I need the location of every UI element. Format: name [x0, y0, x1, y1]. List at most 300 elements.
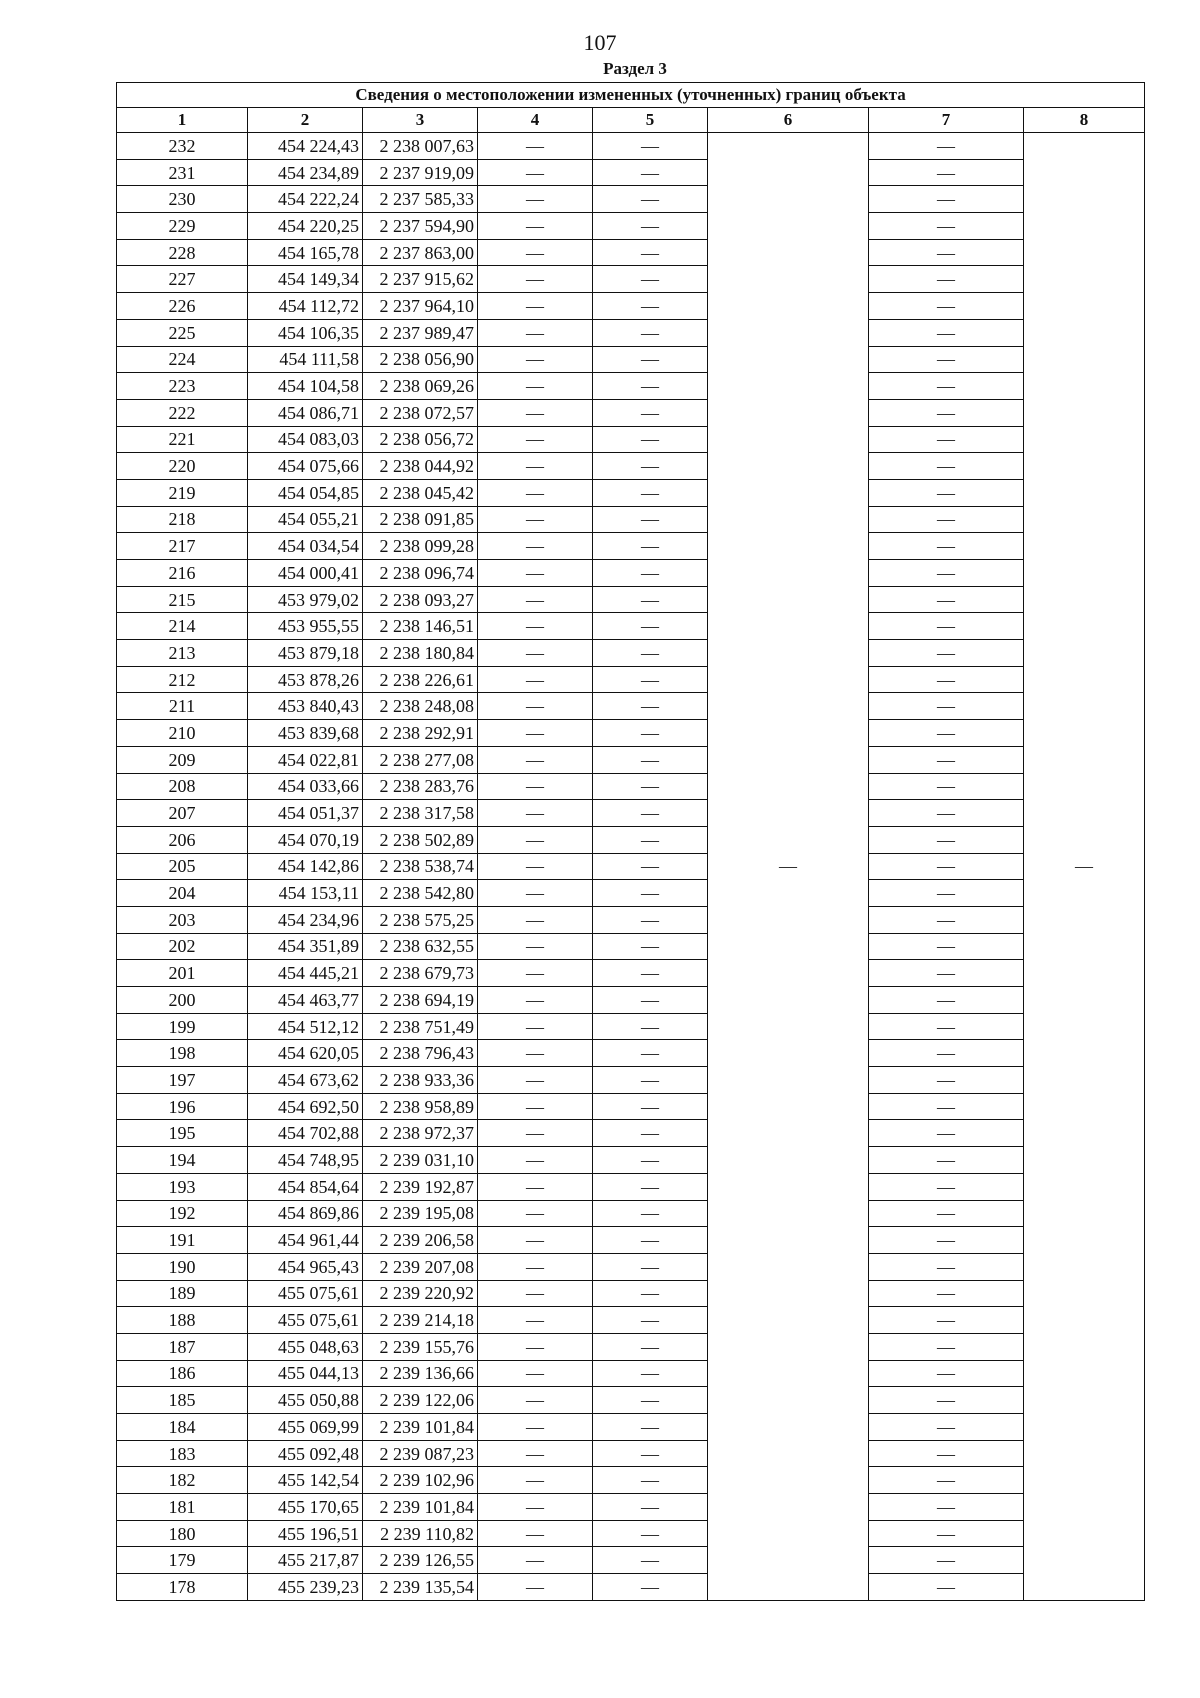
coordinate-y-cell: 2 237 964,10: [363, 293, 478, 320]
coordinate-y-cell: 2 238 694,19: [363, 987, 478, 1014]
column-4-cell: —: [478, 186, 593, 213]
column-7-cell: —: [869, 1227, 1024, 1254]
column-5-cell: —: [593, 720, 708, 747]
point-number-cell: 222: [117, 399, 248, 426]
column-8-merged-cell: —: [1024, 133, 1145, 1601]
coordinate-y-cell: 2 238 056,72: [363, 426, 478, 453]
point-number-cell: 189: [117, 1280, 248, 1307]
point-number-cell: 230: [117, 186, 248, 213]
column-7-cell: —: [869, 479, 1024, 506]
coordinate-y-cell: 2 238 093,27: [363, 586, 478, 613]
column-7-cell: —: [869, 346, 1024, 373]
coordinate-x-cell: 454 220,25: [248, 213, 363, 240]
column-4-cell: —: [478, 266, 593, 293]
column-5-cell: —: [593, 933, 708, 960]
column-5-cell: —: [593, 133, 708, 160]
point-number-cell: 185: [117, 1387, 248, 1414]
column-4-cell: —: [478, 1147, 593, 1174]
coordinate-y-cell: 2 238 146,51: [363, 613, 478, 640]
coordinate-y-cell: 2 239 135,54: [363, 1574, 478, 1601]
point-number-cell: 200: [117, 987, 248, 1014]
table-row: [117, 1093, 1145, 1120]
column-4-cell: —: [478, 1333, 593, 1360]
coordinate-y-cell: 2 239 207,08: [363, 1253, 478, 1280]
coordinate-y-cell: 2 237 594,90: [363, 213, 478, 240]
coordinate-x-cell: 454 692,50: [248, 1093, 363, 1120]
column-7-cell: —: [869, 533, 1024, 560]
column-7-cell: —: [869, 1013, 1024, 1040]
column-7-cell: —: [869, 1200, 1024, 1227]
column-6-merged-cell: —: [708, 133, 869, 1601]
column-number-3: 3: [363, 108, 478, 133]
point-number-cell: 227: [117, 266, 248, 293]
coordinate-y-cell: 2 238 180,84: [363, 640, 478, 667]
table-row: [117, 560, 1145, 587]
coordinate-x-cell: 454 234,89: [248, 159, 363, 186]
column-4-cell: —: [478, 533, 593, 560]
coordinate-y-cell: 2 238 679,73: [363, 960, 478, 987]
column-7-cell: —: [869, 1120, 1024, 1147]
column-7-cell: —: [869, 1414, 1024, 1441]
coordinate-y-cell: 2 238 099,28: [363, 533, 478, 560]
column-4-cell: —: [478, 1013, 593, 1040]
column-5-cell: —: [593, 1227, 708, 1254]
coordinate-y-cell: 2 238 538,74: [363, 853, 478, 880]
point-number-cell: 206: [117, 826, 248, 853]
column-7-cell: —: [869, 319, 1024, 346]
coordinate-y-cell: 2 238 502,89: [363, 826, 478, 853]
coordinate-y-cell: 2 239 136,66: [363, 1360, 478, 1387]
column-number-2: 2: [248, 108, 363, 133]
table-row: [117, 666, 1145, 693]
column-4-cell: —: [478, 159, 593, 186]
column-5-cell: —: [593, 1147, 708, 1174]
column-4-cell: —: [478, 880, 593, 907]
coordinate-x-cell: 454 022,81: [248, 746, 363, 773]
point-number-cell: 199: [117, 1013, 248, 1040]
point-number-cell: 193: [117, 1173, 248, 1200]
coordinate-y-cell: 2 239 102,96: [363, 1467, 478, 1494]
table-row: [117, 159, 1145, 186]
column-7-cell: —: [869, 1093, 1024, 1120]
column-5-cell: —: [593, 346, 708, 373]
column-7-cell: —: [869, 1360, 1024, 1387]
column-5-cell: —: [593, 586, 708, 613]
column-4-cell: —: [478, 1547, 593, 1574]
column-4-cell: —: [478, 1414, 593, 1441]
coordinate-y-cell: 2 238 056,90: [363, 346, 478, 373]
table-row: [117, 960, 1145, 987]
column-5-cell: —: [593, 1253, 708, 1280]
column-5-cell: —: [593, 1414, 708, 1441]
coordinate-y-cell: 2 239 101,84: [363, 1414, 478, 1441]
column-5-cell: —: [593, 880, 708, 907]
column-7-cell: —: [869, 1067, 1024, 1094]
column-4-cell: —: [478, 293, 593, 320]
coordinate-y-cell: 2 237 585,33: [363, 186, 478, 213]
coordinate-x-cell: 454 083,03: [248, 426, 363, 453]
column-5-cell: —: [593, 1013, 708, 1040]
point-number-cell: 192: [117, 1200, 248, 1227]
table-row: [117, 1574, 1145, 1601]
column-4-cell: —: [478, 1520, 593, 1547]
table-row: [117, 1253, 1145, 1280]
coordinate-x-cell: 454 112,72: [248, 293, 363, 320]
point-number-cell: 196: [117, 1093, 248, 1120]
column-4-cell: —: [478, 1280, 593, 1307]
coordinate-x-cell: 455 196,51: [248, 1520, 363, 1547]
column-7-cell: —: [869, 1173, 1024, 1200]
column-7-cell: —: [869, 666, 1024, 693]
coordinate-y-cell: 2 237 989,47: [363, 319, 478, 346]
point-number-cell: 220: [117, 453, 248, 480]
coordinate-x-cell: 454 234,96: [248, 906, 363, 933]
column-5-cell: —: [593, 293, 708, 320]
column-number-7: 7: [869, 108, 1024, 133]
column-4-cell: —: [478, 1574, 593, 1601]
column-7-cell: —: [869, 1147, 1024, 1174]
column-5-cell: —: [593, 693, 708, 720]
coordinate-x-cell: 454 512,12: [248, 1013, 363, 1040]
point-number-cell: 221: [117, 426, 248, 453]
column-4-cell: —: [478, 239, 593, 266]
coordinate-x-cell: 455 092,48: [248, 1440, 363, 1467]
table-row: [117, 479, 1145, 506]
column-7-cell: —: [869, 293, 1024, 320]
coordinate-x-cell: 453 878,26: [248, 666, 363, 693]
coordinate-y-cell: 2 237 919,09: [363, 159, 478, 186]
column-number-row: [117, 108, 1145, 133]
column-7-cell: —: [869, 399, 1024, 426]
table-row: [117, 1227, 1145, 1254]
coordinate-y-cell: 2 238 248,08: [363, 693, 478, 720]
column-5-cell: —: [593, 1307, 708, 1334]
table-row: [117, 1520, 1145, 1547]
column-5-cell: —: [593, 266, 708, 293]
column-5-cell: —: [593, 826, 708, 853]
column-7-cell: —: [869, 1307, 1024, 1334]
table-caption-row: [117, 83, 1145, 108]
point-number-cell: 195: [117, 1120, 248, 1147]
column-5-cell: —: [593, 373, 708, 400]
column-5-cell: —: [593, 666, 708, 693]
column-5-cell: —: [593, 773, 708, 800]
column-4-cell: —: [478, 506, 593, 533]
column-7-cell: —: [869, 159, 1024, 186]
column-4-cell: —: [478, 773, 593, 800]
column-5-cell: —: [593, 1467, 708, 1494]
table-row: [117, 1280, 1145, 1307]
table-row: [117, 880, 1145, 907]
column-5-cell: —: [593, 1494, 708, 1521]
table-row: [117, 773, 1145, 800]
column-5-cell: —: [593, 186, 708, 213]
coordinate-x-cell: 455 239,23: [248, 1574, 363, 1601]
table-row: [117, 613, 1145, 640]
table-row: [117, 1494, 1145, 1521]
coordinate-x-cell: 454 070,19: [248, 826, 363, 853]
table-row: [117, 453, 1145, 480]
coordinate-x-cell: 455 050,88: [248, 1387, 363, 1414]
coordinate-y-cell: 2 238 069,26: [363, 373, 478, 400]
point-number-cell: 188: [117, 1307, 248, 1334]
table-row: [117, 906, 1145, 933]
table-caption: Сведения о местоположении измененных (уточненных) границ объекта: [117, 83, 1145, 108]
column-4-cell: —: [478, 906, 593, 933]
column-5-cell: —: [593, 853, 708, 880]
column-5-cell: —: [593, 1520, 708, 1547]
page-number: 107: [583, 30, 617, 55]
point-number-cell: 181: [117, 1494, 248, 1521]
coordinate-x-cell: 454 463,77: [248, 987, 363, 1014]
column-4-cell: —: [478, 1173, 593, 1200]
column-4-cell: —: [478, 746, 593, 773]
column-4-cell: —: [478, 1227, 593, 1254]
column-7-cell: —: [869, 1467, 1024, 1494]
coordinate-x-cell: 455 075,61: [248, 1280, 363, 1307]
column-4-cell: —: [478, 1120, 593, 1147]
coordinate-x-cell: 453 879,18: [248, 640, 363, 667]
coordinate-y-cell: 2 239 101,84: [363, 1494, 478, 1521]
table-row: [117, 640, 1145, 667]
coordinate-x-cell: 454 086,71: [248, 399, 363, 426]
column-4-cell: —: [478, 399, 593, 426]
column-4-cell: —: [478, 1040, 593, 1067]
column-7-cell: —: [869, 1387, 1024, 1414]
column-4-cell: —: [478, 1360, 593, 1387]
coordinate-x-cell: 454 149,34: [248, 266, 363, 293]
point-number-cell: 180: [117, 1520, 248, 1547]
table-row: [117, 1120, 1145, 1147]
table-body: [117, 133, 1145, 1601]
column-7-cell: —: [869, 746, 1024, 773]
point-number-cell: 229: [117, 213, 248, 240]
column-5-cell: —: [593, 906, 708, 933]
column-7-cell: —: [869, 640, 1024, 667]
column-number-5: 5: [593, 108, 708, 133]
column-5-cell: —: [593, 1440, 708, 1467]
point-number-cell: 211: [117, 693, 248, 720]
table-row: [117, 213, 1145, 240]
point-number-cell: 190: [117, 1253, 248, 1280]
coordinate-y-cell: 2 238 091,85: [363, 506, 478, 533]
table-row: [117, 1067, 1145, 1094]
coordinate-y-cell: 2 239 220,92: [363, 1280, 478, 1307]
coordinate-y-cell: 2 238 292,91: [363, 720, 478, 747]
table-row: [117, 826, 1145, 853]
coordinate-y-cell: 2 237 863,00: [363, 239, 478, 266]
table-row: [117, 533, 1145, 560]
table-row: [117, 1147, 1145, 1174]
column-7-cell: —: [869, 1520, 1024, 1547]
column-5-cell: —: [593, 1040, 708, 1067]
table-row: [117, 506, 1145, 533]
column-5-cell: —: [593, 426, 708, 453]
point-number-cell: 184: [117, 1414, 248, 1441]
point-number-cell: 219: [117, 479, 248, 506]
point-number-cell: 205: [117, 853, 248, 880]
coordinate-y-cell: 2 239 126,55: [363, 1547, 478, 1574]
coordinate-y-cell: 2 238 933,36: [363, 1067, 478, 1094]
column-7-cell: —: [869, 773, 1024, 800]
column-5-cell: —: [593, 239, 708, 266]
table-row: [117, 399, 1145, 426]
coordinate-x-cell: 454 055,21: [248, 506, 363, 533]
column-4-cell: —: [478, 666, 593, 693]
coordinate-y-cell: 2 238 044,92: [363, 453, 478, 480]
coordinate-x-cell: 454 673,62: [248, 1067, 363, 1094]
column-5-cell: —: [593, 159, 708, 186]
table-row: [117, 987, 1145, 1014]
point-number-cell: 216: [117, 560, 248, 587]
point-number-cell: 228: [117, 239, 248, 266]
column-number-1: 1: [117, 108, 248, 133]
point-number-cell: 183: [117, 1440, 248, 1467]
coordinate-x-cell: 454 854,64: [248, 1173, 363, 1200]
table-row: [117, 319, 1145, 346]
table-row: [117, 1307, 1145, 1334]
column-4-cell: —: [478, 640, 593, 667]
column-5-cell: —: [593, 213, 708, 240]
column-5-cell: —: [593, 1173, 708, 1200]
coordinate-x-cell: 454 054,85: [248, 479, 363, 506]
column-5-cell: —: [593, 1360, 708, 1387]
coordinate-x-cell: 455 069,99: [248, 1414, 363, 1441]
column-4-cell: —: [478, 693, 593, 720]
coordinate-y-cell: 2 239 031,10: [363, 1147, 478, 1174]
point-number-cell: 204: [117, 880, 248, 907]
point-number-cell: 187: [117, 1333, 248, 1360]
coordinate-y-cell: 2 239 214,18: [363, 1307, 478, 1334]
table-row: [117, 933, 1145, 960]
column-number-4: 4: [478, 108, 593, 133]
table-row: [117, 346, 1145, 373]
column-4-cell: —: [478, 586, 593, 613]
table-row: [117, 266, 1145, 293]
table-row: [117, 720, 1145, 747]
table-row: [117, 800, 1145, 827]
point-number-cell: 182: [117, 1467, 248, 1494]
column-number-6: 6: [708, 108, 869, 133]
column-7-cell: —: [869, 906, 1024, 933]
column-4-cell: —: [478, 346, 593, 373]
coordinate-x-cell: 455 044,13: [248, 1360, 363, 1387]
coordinate-x-cell: 454 620,05: [248, 1040, 363, 1067]
point-number-cell: 179: [117, 1547, 248, 1574]
column-5-cell: —: [593, 1067, 708, 1094]
table-row: [117, 1440, 1145, 1467]
table-row: [117, 1040, 1145, 1067]
column-7-cell: —: [869, 987, 1024, 1014]
column-7-cell: —: [869, 239, 1024, 266]
table-row: [117, 1173, 1145, 1200]
column-4-cell: —: [478, 1307, 593, 1334]
column-4-cell: —: [478, 1440, 593, 1467]
point-number-cell: 203: [117, 906, 248, 933]
coordinate-x-cell: 454 445,21: [248, 960, 363, 987]
column-7-cell: —: [869, 1333, 1024, 1360]
coordinate-x-cell: 454 702,88: [248, 1120, 363, 1147]
column-4-cell: —: [478, 426, 593, 453]
column-7-cell: —: [869, 1574, 1024, 1601]
point-number-cell: 186: [117, 1360, 248, 1387]
coordinate-y-cell: 2 239 110,82: [363, 1520, 478, 1547]
column-4-cell: —: [478, 373, 593, 400]
column-7-cell: —: [869, 1440, 1024, 1467]
coordinate-y-cell: 2 239 122,06: [363, 1387, 478, 1414]
column-4-cell: —: [478, 987, 593, 1014]
coordinate-y-cell: 2 238 072,57: [363, 399, 478, 426]
column-5-cell: —: [593, 1093, 708, 1120]
coordinate-x-cell: 454 000,41: [248, 560, 363, 587]
column-5-cell: —: [593, 1200, 708, 1227]
coordinate-x-cell: 455 217,87: [248, 1547, 363, 1574]
column-7-cell: —: [869, 1494, 1024, 1521]
coordinate-y-cell: 2 239 087,23: [363, 1440, 478, 1467]
coordinate-y-cell: 2 238 972,37: [363, 1120, 478, 1147]
table-row: [117, 1333, 1145, 1360]
table-row: [117, 186, 1145, 213]
table-row: [117, 1200, 1145, 1227]
coordinate-x-cell: 454 051,37: [248, 800, 363, 827]
column-4-cell: —: [478, 213, 593, 240]
column-4-cell: —: [478, 1200, 593, 1227]
point-number-cell: 201: [117, 960, 248, 987]
coordinate-x-cell: 454 351,89: [248, 933, 363, 960]
point-number-cell: 210: [117, 720, 248, 747]
table-row: [117, 373, 1145, 400]
coordinate-x-cell: 454 869,86: [248, 1200, 363, 1227]
table-row: [117, 293, 1145, 320]
column-7-cell: —: [869, 186, 1024, 213]
point-number-cell: 214: [117, 613, 248, 640]
coordinate-y-cell: 2 238 958,89: [363, 1093, 478, 1120]
column-5-cell: —: [593, 1387, 708, 1414]
coordinate-y-cell: 2 238 096,74: [363, 560, 478, 587]
column-5-cell: —: [593, 960, 708, 987]
column-7-cell: —: [869, 1040, 1024, 1067]
coordinate-x-cell: 454 104,58: [248, 373, 363, 400]
table-row: [117, 1547, 1145, 1574]
coordinate-x-cell: 455 048,63: [248, 1333, 363, 1360]
column-5-cell: —: [593, 746, 708, 773]
coordinate-x-cell: 455 142,54: [248, 1467, 363, 1494]
column-4-cell: —: [478, 1387, 593, 1414]
column-7-cell: —: [869, 453, 1024, 480]
coordinate-x-cell: 454 033,66: [248, 773, 363, 800]
column-5-cell: —: [593, 1120, 708, 1147]
column-7-cell: —: [869, 880, 1024, 907]
point-number-cell: 207: [117, 800, 248, 827]
coordinate-x-cell: 455 075,61: [248, 1307, 363, 1334]
column-4-cell: —: [478, 720, 593, 747]
column-7-cell: —: [869, 373, 1024, 400]
coordinate-y-cell: 2 239 195,08: [363, 1200, 478, 1227]
table-row: [117, 746, 1145, 773]
coordinate-x-cell: 454 034,54: [248, 533, 363, 560]
coordinate-x-cell: 453 955,55: [248, 613, 363, 640]
column-7-cell: —: [869, 853, 1024, 880]
column-4-cell: —: [478, 826, 593, 853]
column-4-cell: —: [478, 479, 593, 506]
table-row: [117, 1387, 1145, 1414]
column-7-cell: —: [869, 933, 1024, 960]
column-4-cell: —: [478, 1093, 593, 1120]
boundary-coordinates-table: [116, 82, 1145, 1601]
coordinate-x-cell: 454 165,78: [248, 239, 363, 266]
section-title: Раздел 3: [603, 59, 667, 78]
column-7-cell: —: [869, 693, 1024, 720]
